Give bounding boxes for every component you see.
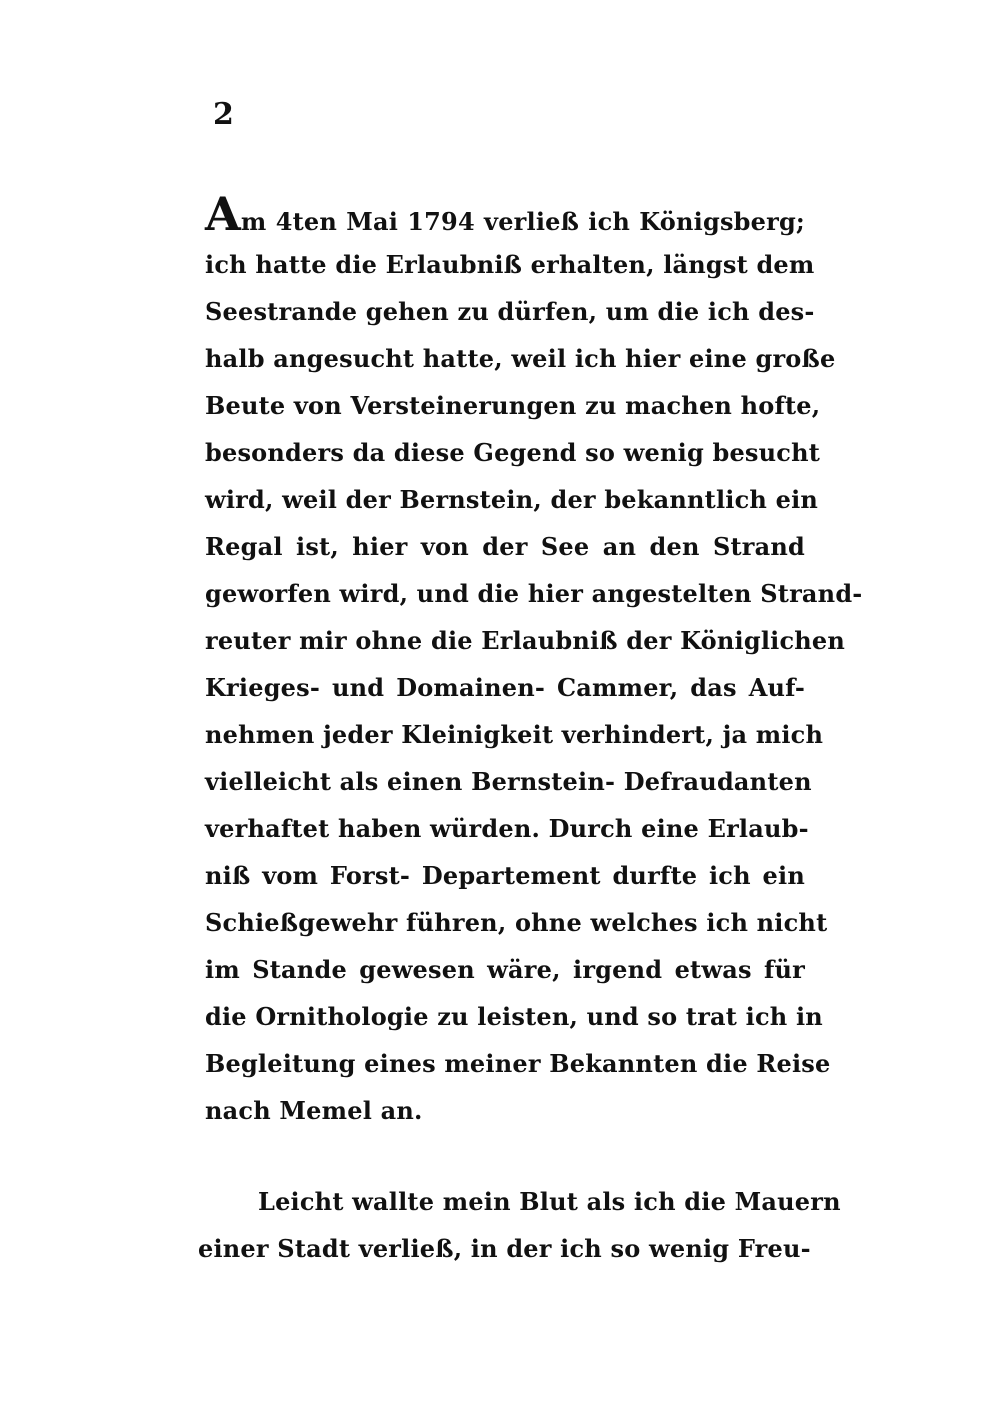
text-line-8: Regal ist, hier von der See an den Strand [205, 532, 805, 561]
text-line-16: Schießgewehr führen, ohne welches ich nicht [205, 908, 828, 937]
text-line-20: nach Memel an. [205, 1096, 423, 1125]
drop-cap: A [205, 187, 241, 241]
text-line-4: halb angesucht hatte, weil ich hier eine große [205, 344, 836, 373]
text-line-14: verhaftet haben würden. Durch eine Erlaub- [205, 814, 809, 843]
text-line-6: besonders da diese Gegend so wenig besucht [205, 438, 821, 467]
paragraph-2 [198, 1178, 841, 1272]
text-line-12: nehmen jeder Kleinigkeit verhindert, ja mich [205, 720, 824, 749]
text-line-17: im Stande gewesen wäre, irgend etwas für [205, 955, 805, 984]
text-line-19: Begleitung eines meiner Bekannten die Reise [205, 1049, 831, 1078]
text-line-10: reuter mir ohne die Erlaubniß der Königlichen [205, 626, 846, 655]
text-line-7: wird, weil der Bernstein, der bekanntlich ein [205, 485, 819, 514]
text-line-2: ich hatte die Erlaubniß erhalten, längst dem [205, 250, 815, 279]
text-line-13: vielleicht als einen Bernstein- Defraudanten [205, 767, 812, 796]
text-line-15: niß vom Forst- Departement durfte ich ein [205, 861, 805, 890]
text-line-21: Leicht wallte mein Blut als ich die Mauern [258, 1187, 841, 1216]
text-line-11: Krieges- und Domainen- Cammer, das Auf- [205, 673, 805, 702]
text-line-18: die Ornithologie zu leisten, und so trat ich in [205, 1002, 823, 1031]
text-line-22: einer Stadt verließ, in der ich so wenig Freu- [198, 1234, 811, 1263]
paragraph-1 [205, 187, 863, 1134]
page-number: 2 [213, 97, 234, 132]
text-line-3: Seestrande gehen zu dürfen, um die ich des- [205, 297, 815, 326]
text-line-9: geworfen wird, und die hier angestelten Strand- [205, 579, 863, 608]
text-line-5: Beute von Versteinerungen zu machen hofte, [205, 391, 821, 420]
first-line-text: m 4ten Mai 1794 verließ ich Königsberg; [240, 207, 805, 236]
text-line-1 [205, 187, 805, 241]
